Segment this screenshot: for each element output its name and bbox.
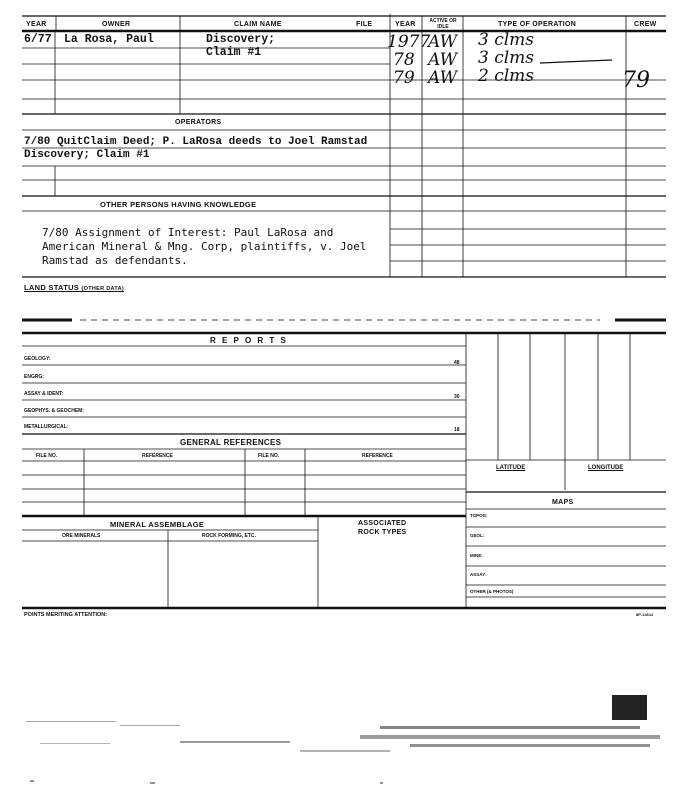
associated-header: ASSOCIATED: [358, 520, 407, 527]
knowledge-title: OTHER PERSONS HAVING KNOWLEDGE: [100, 200, 257, 209]
header-type-of-operation: TYPE OF OPERATION: [498, 21, 577, 28]
ore-minerals-header: ORE MINERALS: [62, 533, 101, 539]
report-geology: GEOLOGY:: [24, 356, 51, 362]
report-assay: ASSAY & IDENT:: [24, 391, 64, 397]
latitude-label: LATITUDE: [496, 465, 526, 471]
report-geology-num: 48: [454, 360, 460, 366]
knowledge-line2: American Mineral & Mng. Corp, plaintiffs, v. Joel: [42, 240, 367, 253]
operators-line1: 7/80 QuitClaim Deed; P. LaRosa deeds to Joel Ramstad: [24, 136, 368, 148]
report-metallurgical: METALLURGICAL:: [24, 424, 69, 430]
operation-crew-3: 79: [622, 68, 650, 93]
header-crew: CREW: [634, 21, 657, 28]
header-year: YEAR: [26, 21, 47, 28]
ref-reference-header: REFERENCE: [142, 453, 173, 459]
general-references-title: GENERAL REFERENCES: [180, 438, 282, 447]
maps-title: MAPS: [552, 499, 574, 506]
claim-name-line2: Claim #1: [206, 46, 262, 59]
operation-type-3: 2 clms: [478, 66, 535, 86]
map-assay: ASSAY:: [470, 572, 487, 577]
report-geophys: GEOPHYS. & GEOCHEM:: [24, 408, 85, 414]
rock-types-header: ROCK TYPES: [358, 529, 407, 536]
claim-name-line1: Discovery;: [206, 33, 276, 46]
operation-year-1: 1977: [387, 32, 431, 52]
mineral-assemblage-title: MINERAL ASSEMBLAGE: [110, 520, 205, 529]
operators-line2: Discovery; Claim #1: [24, 149, 150, 161]
report-engrg: ENGRG:: [24, 374, 44, 380]
land-status-label: [24, 283, 124, 292]
ref-file-no-header-2: FILE NO.: [258, 453, 280, 459]
operators-title: OPERATORS: [175, 119, 222, 126]
map-geol: GEOL:: [470, 533, 485, 538]
map-mine: MINE:: [470, 553, 483, 558]
longitude-label: LONGITUDE: [588, 465, 624, 471]
header-claim-name: CLAIM NAME: [234, 21, 282, 28]
header-file: FILE: [356, 21, 373, 28]
map-other-photos: OTHER (& PHOTOS): [470, 589, 514, 594]
ref-file-no-header: FILE NO.: [36, 453, 58, 459]
operation-year-3: 79: [393, 68, 415, 88]
owner-year: 6/77: [24, 33, 52, 46]
operation-type-2: 3 clms: [478, 48, 535, 68]
points-meriting-attention: POINTS MERITING ATTENTION:: [24, 612, 108, 618]
knowledge-line1: 7/80 Assignment of Interest: Paul LaRosa and: [42, 226, 334, 239]
report-assay-num: 30: [454, 394, 460, 400]
land-status-title: LAND STATUS: [24, 283, 80, 292]
map-topog: TOPOG:: [470, 513, 488, 518]
header-year-2: YEAR: [395, 21, 416, 28]
operation-type-1: 3 clms: [478, 30, 535, 50]
operation-status-2: AW: [428, 50, 458, 70]
owner-name: La Rosa, Paul: [64, 33, 154, 46]
land-status-subtitle: (OTHER DATA): [81, 286, 124, 292]
rock-forming-header: ROCK FORMING, ETC.: [202, 533, 256, 539]
operation-year-2: 78: [393, 50, 415, 70]
header-active-idle: ACTIVE OR IDLE: [429, 18, 457, 30]
knowledge-line3: Ramstad as defendants.: [42, 254, 188, 267]
operation-status-1: AW: [428, 32, 458, 52]
ref-reference-header-2: REFERENCE: [362, 453, 393, 459]
operation-status-3: AW: [428, 68, 458, 88]
form-number: 8P-14612: [636, 612, 654, 617]
header-owner: OWNER: [102, 21, 131, 28]
reports-title: R E P O R T S: [210, 336, 288, 345]
report-metallurgical-num: 18: [454, 427, 460, 433]
